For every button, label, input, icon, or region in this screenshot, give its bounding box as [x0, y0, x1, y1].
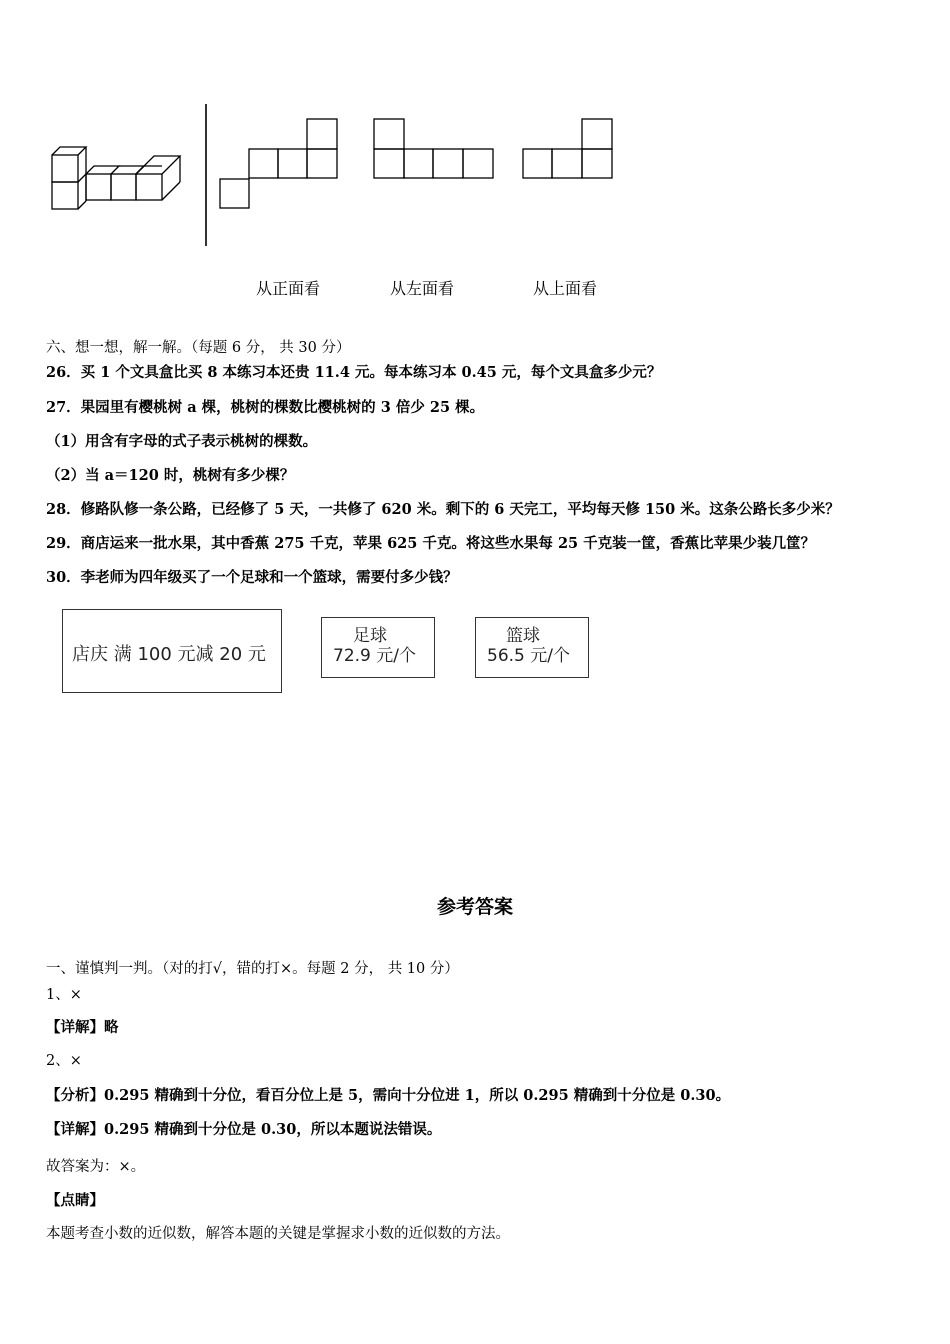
question-26: 26．买 1 个文具盒比买 8 本练习本还贵 11.4 元。每本练习本 0.45 元，每个文具盒多少元？: [46, 364, 662, 381]
section6-heading: 六、想一想，解一解。（每题 6 分， 共 30 分）: [46, 340, 351, 356]
cube-figure: [40, 100, 640, 260]
basketball-price-box: [475, 617, 589, 678]
cube-drawings: [40, 100, 640, 260]
answer-1: 1、×: [46, 987, 82, 1003]
left-view-grid: [374, 119, 493, 178]
question-27-part1: （1）用含有字母的式子表示桃树的棵数。: [46, 433, 318, 450]
question-29: 29．商店运来一批水果，其中香蕉 275 千克，苹果 625 千克。将这些水果每 25 千克装一筐，香蕉比苹果少装几筐？: [46, 535, 816, 552]
answer-1-detail: 【详解】略: [46, 1019, 119, 1036]
answers-section1-heading: 一、谨慎判一判。（对的打√，错的打×。每题 2 分， 共 10 分）: [46, 961, 459, 977]
promo-text: 店庆 满 100 元减 20 元: [72, 644, 266, 665]
top-view-grid: [523, 119, 612, 178]
answers-title: 参考答案: [436, 896, 513, 918]
answer-2: 2、×: [46, 1053, 82, 1069]
question-27: 27．果园里有樱桃树 a 棵，桃树的棵数比樱桃树的 3 倍少 25 棵。: [46, 399, 485, 416]
question-28: 28．修路队修一条公路，已经修了 5 天，一共修了 620 米。剩下的 6 天完工，平均每天修 150 米。这条公路长多少米？: [46, 501, 840, 518]
solid-3d-drawing: [52, 147, 180, 209]
view-label-left: 从左面看: [390, 279, 455, 298]
view-label-front: 从正面看: [256, 279, 321, 298]
answer-2-detail: 【详解】0.295 精确到十分位是 0.30，所以本题说法错误。: [46, 1121, 442, 1138]
answer-2-conclusion: 故答案为：×。: [46, 1159, 146, 1175]
question-30: 30．李老师为四年级买了一个足球和一个篮球，需要付多少钱？: [46, 569, 458, 586]
football-price: 72.9 元/个: [333, 646, 416, 666]
front-view-grid: [220, 119, 337, 208]
football-name: 足球: [353, 626, 387, 646]
answer-2-comment: 本题考查小数的近似数，解答本题的关键是掌握求小数的近似数的方法。: [46, 1226, 510, 1242]
view-label-top: 从上面看: [533, 279, 598, 298]
basketball-price: 56.5 元/个: [487, 646, 570, 666]
football-price-box: [321, 617, 435, 678]
answer-2-analysis: 【分析】0.295 精确到十分位，看百分位上是 5，需向十分位进 1，所以 0.295 精确到十分位是 0.30。: [46, 1087, 731, 1104]
question-27-part2: （2）当 a＝120 时，桃树有多少棵？: [46, 467, 295, 484]
answer-2-comment-label: 【点睛】: [46, 1192, 104, 1209]
basketball-name: 篮球: [506, 626, 540, 646]
promo-box: [62, 609, 282, 693]
